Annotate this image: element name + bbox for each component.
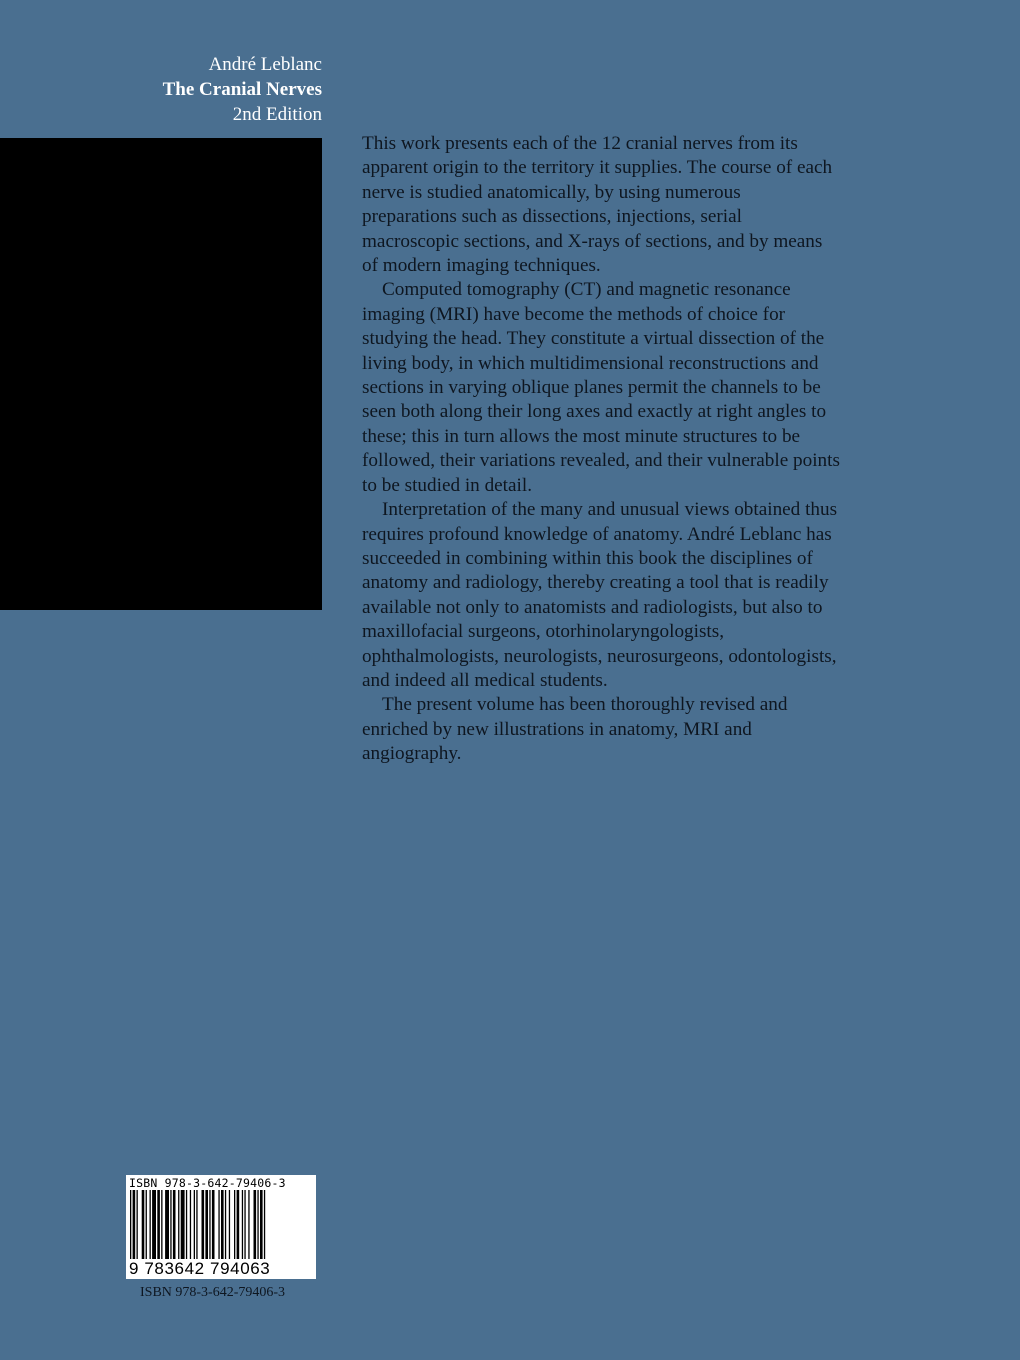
blurb-text <box>362 132 840 767</box>
isbn-barcode <box>126 1175 316 1279</box>
barcode-isbn-label: ISBN 978-3-642-79406-3 <box>129 1176 286 1190</box>
blurb-paragraph-3: Interpretation of the many and unusual views obtained thus requires profound knowledge of anatomy. André Leblanc has succeeded in combining within this book the disciplines of anatomy and radiology, thereby creating a tool that is readily available not only to anatomists and radiologists, but also to maxillofacial surgeons, otorhinolaryngologists, ophthalmologists, neurologists, neurosurgeons, odontologists, and indeed all medical students. <box>362 499 838 691</box>
author-name: André Leblanc <box>208 54 322 75</box>
isbn-text: ISBN 978-3-642-79406-3 <box>140 1285 286 1300</box>
cover-image-block <box>0 138 322 610</box>
blurb-paragraph-4: The present volume has been thoroughly revised and enriched by new illustrations in anatomy, MRI and angiography. <box>362 694 788 765</box>
barcode-bars-icon <box>126 1190 316 1262</box>
blurb-paragraph-2: Computed tomography (CT) and magnetic resonance imaging (MRI) have become the methods of choice for studying the head. They constitute a virtual dissection of the living body, in which multidimensional reconstructions and sections in varying oblique planes permit the channels to be seen both along their long axes and exactly at right angles to these; this in turn allows the most minute structures to be followed, their variations revealed, and their vulnerable points to be studied in detail. <box>362 279 840 496</box>
book-title: The Cranial Nerves <box>162 79 322 100</box>
barcode-digits: 9 783642 794063 <box>129 1259 271 1278</box>
cover-header <box>163 52 322 127</box>
book-edition: 2nd Edition <box>232 104 322 125</box>
blurb-paragraph-1: This work presents each of the 12 cranial nerves from its apparent origin to the territory it supplies. The course of each nerve is studied anatomically, by using numerous preparations such as dissections, injections, serial macroscopic sections, and X-rays of sections, and by means of modern imaging techniques. <box>362 133 833 277</box>
